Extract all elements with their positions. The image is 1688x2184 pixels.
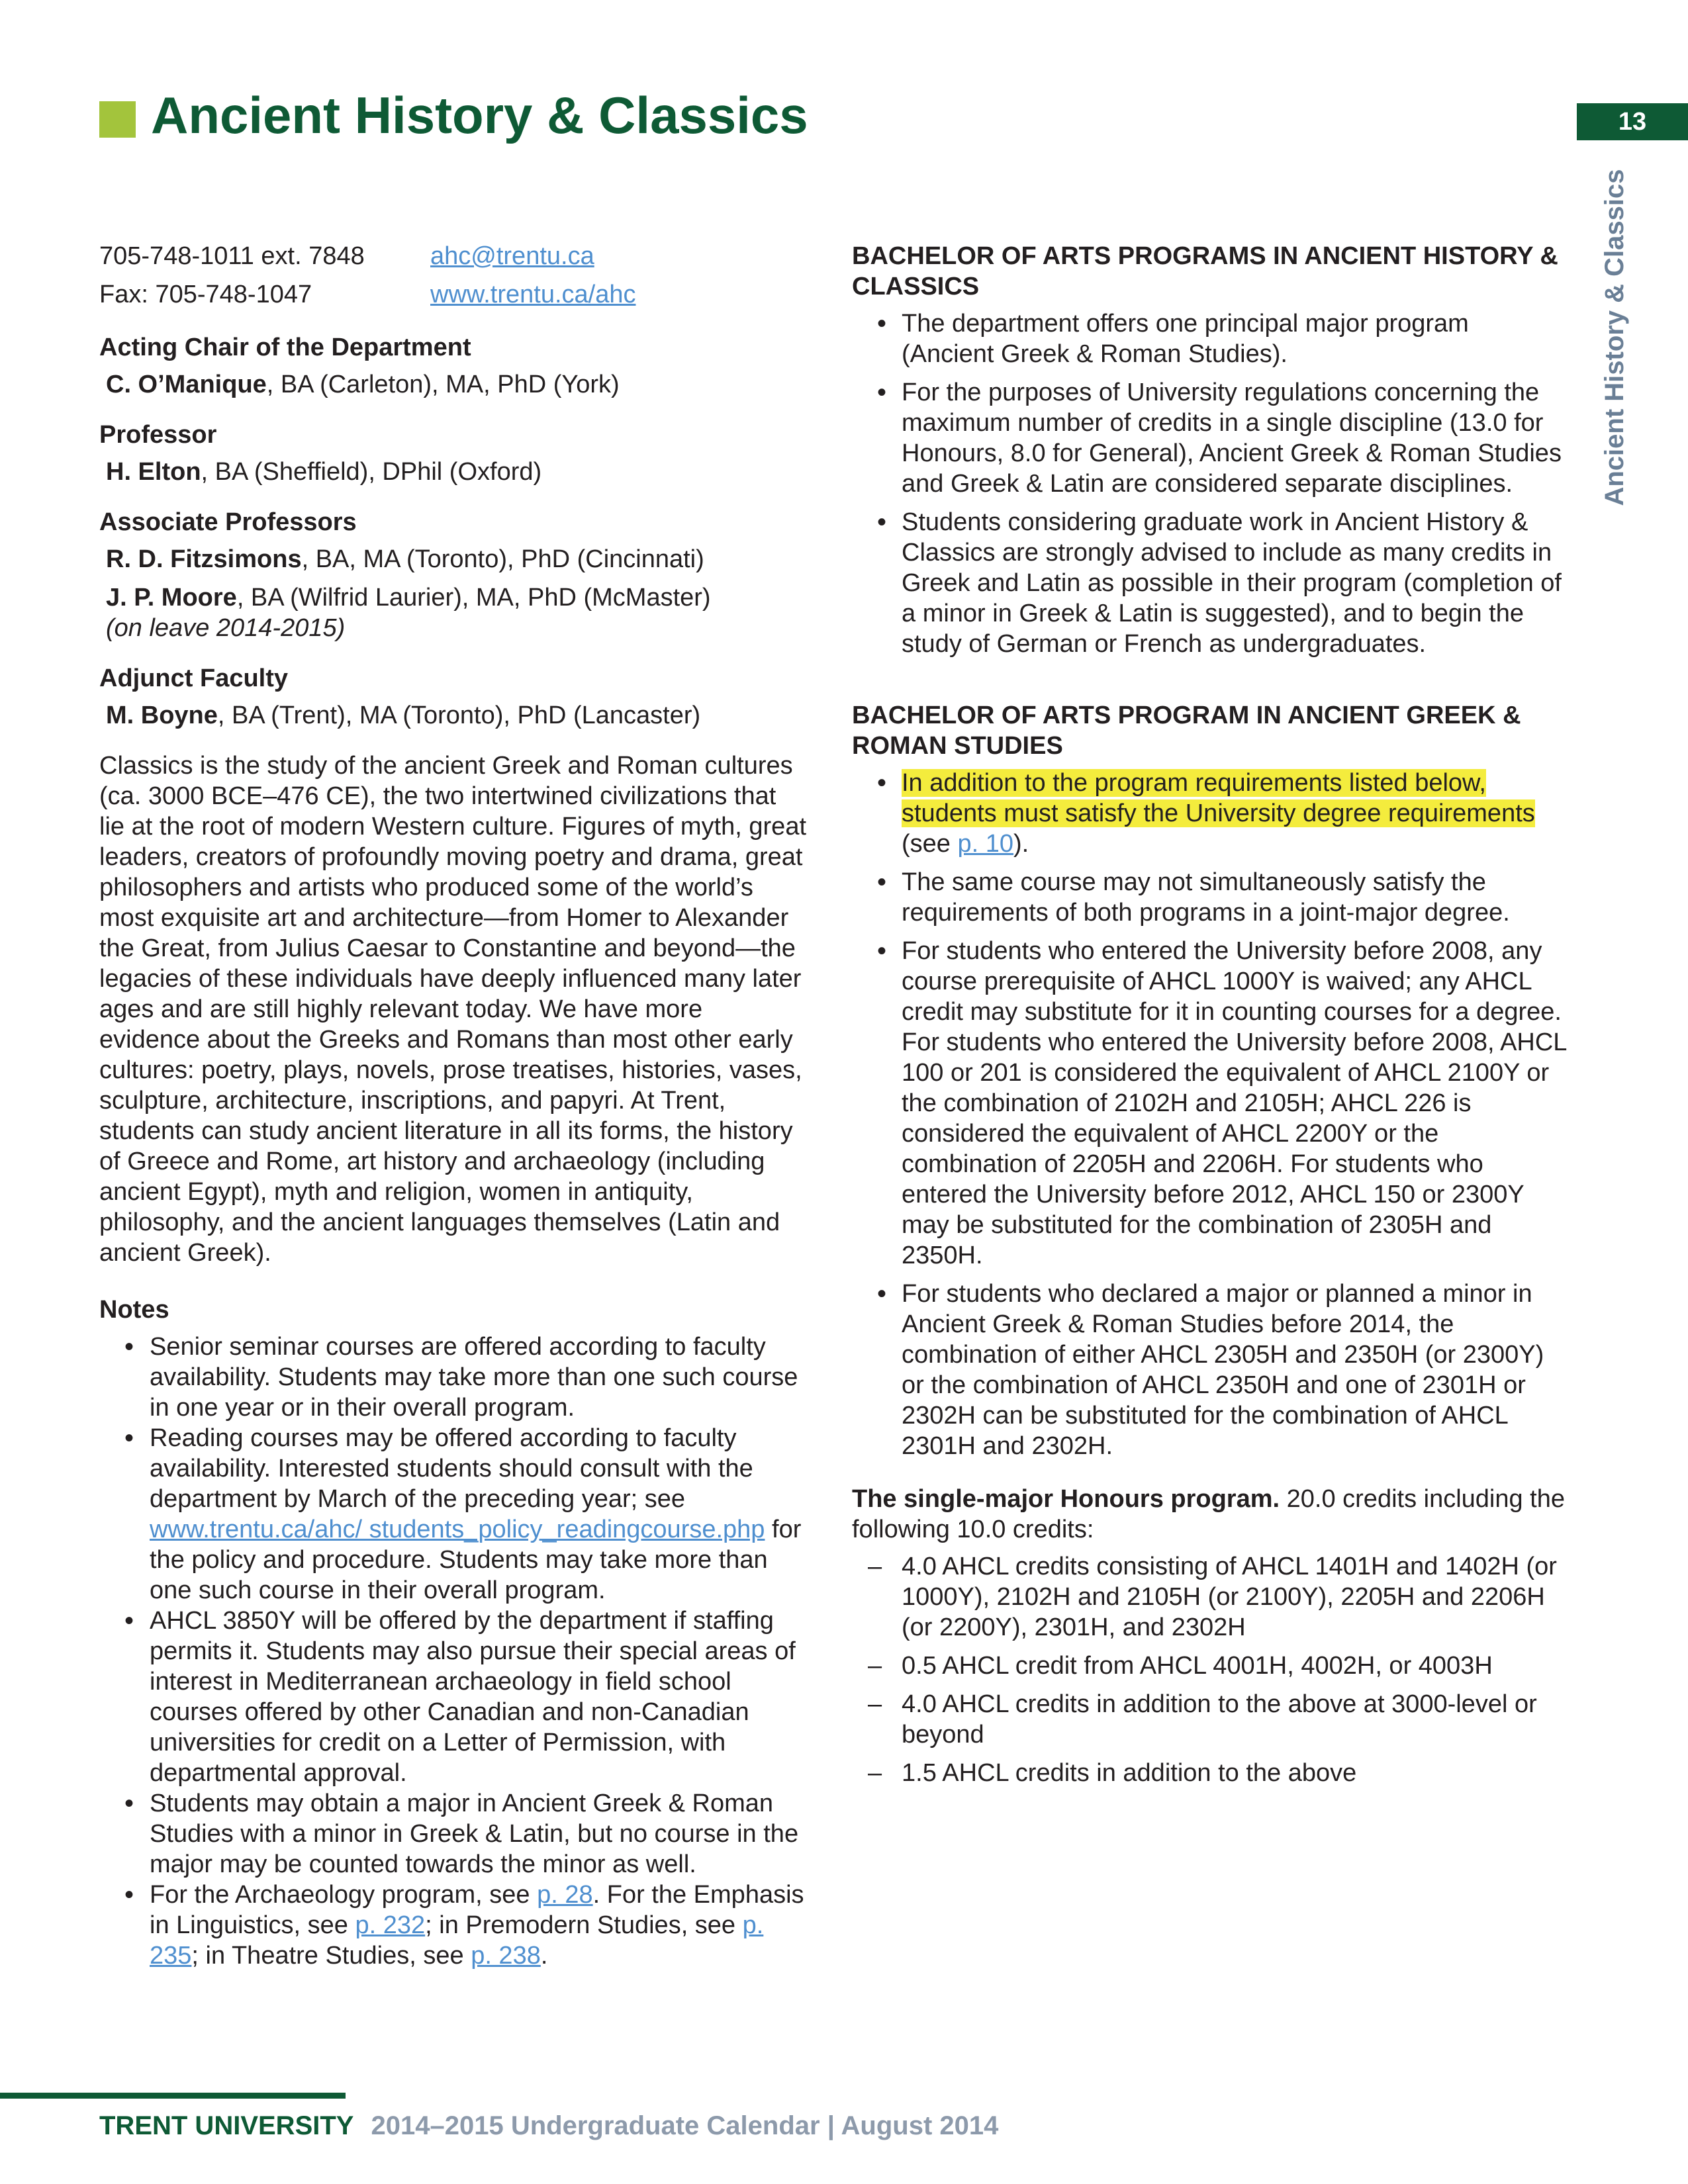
faculty-credentials: , BA, MA (Toronto), PhD (Cincinnati) <box>301 545 704 573</box>
right-column <box>852 241 1567 1796</box>
faculty-name: J. P. Moore <box>106 584 237 612</box>
honours-rest: 20.0 credits including the following 10.0 credits: <box>852 1485 1566 1543</box>
left-column <box>99 241 808 1971</box>
note-text: For the Archaeology program, see <box>150 1881 538 1909</box>
faculty-credentials: , BA (Carleton), MA, PhD (York) <box>266 371 620 398</box>
list-item: – 4.0 AHCL credits consisting of AHCL 1401H and 1402H (or 1000Y), 2102H and 2105H (or 2100Y), 2205H and 2206H (or 2200Y), 2301H, and 2302H <box>852 1551 1567 1643</box>
list-item: • For students who declared a major or planned a minor in Ancient Greek & Roman Studies before 2014, the combination of either AHCL 2305H and 2350H (or 2300Y) or the combination of AHCL 2350H and one of 2301H or 2302H can be substituted for the combination of AHCL 2301H and 2302H. <box>852 1279 1567 1461</box>
title-accent-square <box>99 101 136 138</box>
note-text: Reading courses may be offered according to faculty availability. Interested students should consult with the department by March of the preceding year; see <box>150 1424 753 1513</box>
list-item: • Senior seminar courses are offered according to faculty availability. Students may take more than one such course in one year or in their overall program. <box>99 1332 808 1423</box>
page-number-badge: 13 <box>1577 103 1688 140</box>
adjunct-heading: Adjunct Faculty <box>99 664 289 692</box>
professor-section <box>99 420 808 487</box>
list-item: – 0.5 AHCL credit from AHCL 4001H, 4002H, or 4003H <box>852 1651 1567 1681</box>
list-item <box>852 768 1567 859</box>
faculty-credentials: , BA (Sheffield), DPhil (Oxford) <box>201 458 542 486</box>
honours-intro <box>852 1484 1567 1545</box>
footer-university: TRENT UNIVERSITY <box>99 2111 354 2140</box>
theatre-page-link[interactable]: p. 238 <box>471 1942 541 1970</box>
contact-block <box>99 241 808 310</box>
faculty-member <box>106 700 808 731</box>
highlighted-requirement: In addition to the program requirements listed below, students must satisfy the University degree requirements <box>902 769 1535 827</box>
faculty-member <box>106 544 808 574</box>
notes-list <box>99 1332 808 1971</box>
intro-paragraph: Classics is the study of the ancient Greek and Roman cultures (ca. 3000 BCE–476 CE), the two intertwined civilizations that lie at the root of modern Western culture. Figures of myth, great leaders, creators of profoundly moving poetry and drama, great philosophers and artists who produced some of the world’s most exquisite art and architecture—from Homer to Alexander the Great, from Julius Caesar to Constantine and beyond—the legacies of these individuals have deeply influenced many later ages and are still highly relevant today. We have more evidence about the Greeks and Romans than most other early cultures: poetry, plays, novels, prose treatises, histories, vases, sculpture, architecture, inscriptions, and papyri. At Trent, students can study ancient literature in all its forms, the history of Greece and Rome, art history and archaeology (including ancient Egypt), myth and religion, women in antiquity, philosophy, and the ancient languages themselves (Latin and ancient Greek). <box>99 752 807 1267</box>
side-tab-label: Ancient History & Classics <box>1600 169 1629 506</box>
note-text: ; in Theatre Studies, see <box>191 1942 471 1970</box>
list-item <box>99 1423 808 1606</box>
faculty-name: M. Boyne <box>106 702 218 729</box>
page-title: Ancient History & Classics <box>151 86 808 144</box>
agrs-list <box>852 768 1567 1461</box>
chair-heading: Acting Chair of the Department <box>99 334 471 361</box>
ba-programs-list <box>852 308 1567 659</box>
footer <box>99 2111 998 2141</box>
faculty-credentials: , BA (Wilfrid Laurier), MA, PhD (McMaster) <box>236 584 711 612</box>
note-text: (see <box>902 830 958 858</box>
chair-section <box>99 332 808 400</box>
note-text: ). <box>1013 830 1029 858</box>
ba-programs-heading: BACHELOR OF ARTS PROGRAMS IN ANCIENT HISTORY & CLASSICS <box>852 242 1558 300</box>
note-text: . For the Emphasis in Linguistics, see <box>150 1881 804 1939</box>
list-item: – 1.5 AHCL credits in addition to the above <box>852 1758 1567 1788</box>
reading-course-link[interactable]: www.trentu.ca/ahc/ students_policy_readingcourse.php <box>150 1516 765 1543</box>
phone-number: 705-748-1011 ext. 7848 <box>99 242 365 270</box>
section-spacer <box>852 667 1567 700</box>
footer-calendar: 2014–2015 Undergraduate Calendar | August 2014 <box>371 2111 999 2140</box>
archaeology-page-link[interactable]: p. 28 <box>537 1881 593 1909</box>
honours-lead: The single-major Honours program. <box>852 1485 1280 1513</box>
note-text: ; in Premodern Studies, see <box>425 1911 743 1939</box>
faculty-member <box>106 457 808 487</box>
list-item: • The same course may not simultaneously satisfy the requirements of both programs in a joint-major degree. <box>852 867 1567 928</box>
faculty-member <box>106 369 808 400</box>
fax-number: Fax: 705-748-1047 <box>99 281 312 308</box>
leave-note: (on leave 2014-2015) <box>106 614 346 642</box>
faculty-member <box>106 582 808 643</box>
faculty-name: H. Elton <box>106 458 201 486</box>
list-item: – 4.0 AHCL credits in addition to the above at 3000-level or beyond <box>852 1689 1567 1750</box>
professor-heading: Professor <box>99 421 217 449</box>
degree-requirements-link[interactable]: p. 10 <box>957 830 1014 858</box>
honours-list <box>852 1551 1567 1788</box>
faculty-name: R. D. Fitzsimons <box>106 545 302 573</box>
note-text: for the policy and procedure. Students may take more than one such course in their overall program. <box>150 1516 802 1604</box>
list-item <box>99 1880 808 1971</box>
list-item: • AHCL 3850Y will be offered by the department if staffing permits it. Students may also pursue their special areas of interest in Mediterranean archaeology in field school courses offered by other Canadian and non-Canadian universities for credit on a Letter of Permission, with departmental approval. <box>99 1606 808 1788</box>
side-tab <box>1599 169 1630 506</box>
list-item: • For students who entered the University before 2008, any course prerequisite of AHCL 1000Y is waived; any AHCL credit may substitute for it in counting courses for a degree. For students who entered the University before 2008, AHCL 100 or 201 is considered the equivalent of AHCL 2100Y or the combination of 2102H and 2105H; AHCL 226 is considered the equivalent of AHCL 2200Y or the combination of 2205H and 2206H. For students who entered the University before 2012, AHCL 150 or 2300Y may be substituted for the combination of 2305H and 2350H. <box>852 936 1567 1271</box>
faculty-credentials: , BA (Trent), MA (Toronto), PhD (Lancaster) <box>217 702 701 729</box>
faculty-name: C. O’Manique <box>106 371 267 398</box>
note-text: . <box>540 1942 548 1970</box>
associate-section <box>99 507 808 643</box>
list-item: • Students considering graduate work in Ancient History & Classics are strongly advised to include as many credits in Greek and Latin as possible in their program (completion of a minor in Greek & Latin is suggested), and to begin the study of German or French as undergraduates. <box>852 507 1567 659</box>
email-link[interactable]: ahc@trentu.ca <box>430 242 594 270</box>
section-spacer <box>852 1469 1567 1484</box>
agrs-heading: BACHELOR OF ARTS PROGRAM IN ANCIENT GREEK & ROMAN STUDIES <box>852 702 1521 760</box>
premodern-page-link[interactable]: p. 235 <box>150 1911 764 1970</box>
footer-rule <box>0 2093 346 2099</box>
list-item: • Students may obtain a major in Ancient Greek & Roman Studies with a minor in Greek & Latin, but no course in the major may be counted towards the minor as well. <box>99 1788 808 1880</box>
website-link[interactable]: www.trentu.ca/ahc <box>430 281 636 308</box>
list-item: • For the purposes of University regulations concerning the maximum number of credits in a single discipline (13.0 for Honours, 8.0 for General), Ancient Greek & Roman Studies and Greek & Latin are considered separate disciplines. <box>852 377 1567 499</box>
associate-heading: Associate Professors <box>99 508 357 536</box>
notes-heading: Notes <box>99 1296 169 1324</box>
linguistics-page-link[interactable]: p. 232 <box>355 1911 426 1939</box>
adjunct-section <box>99 663 808 731</box>
list-item: • The department offers one principal major program (Ancient Greek & Roman Studies). <box>852 308 1567 369</box>
